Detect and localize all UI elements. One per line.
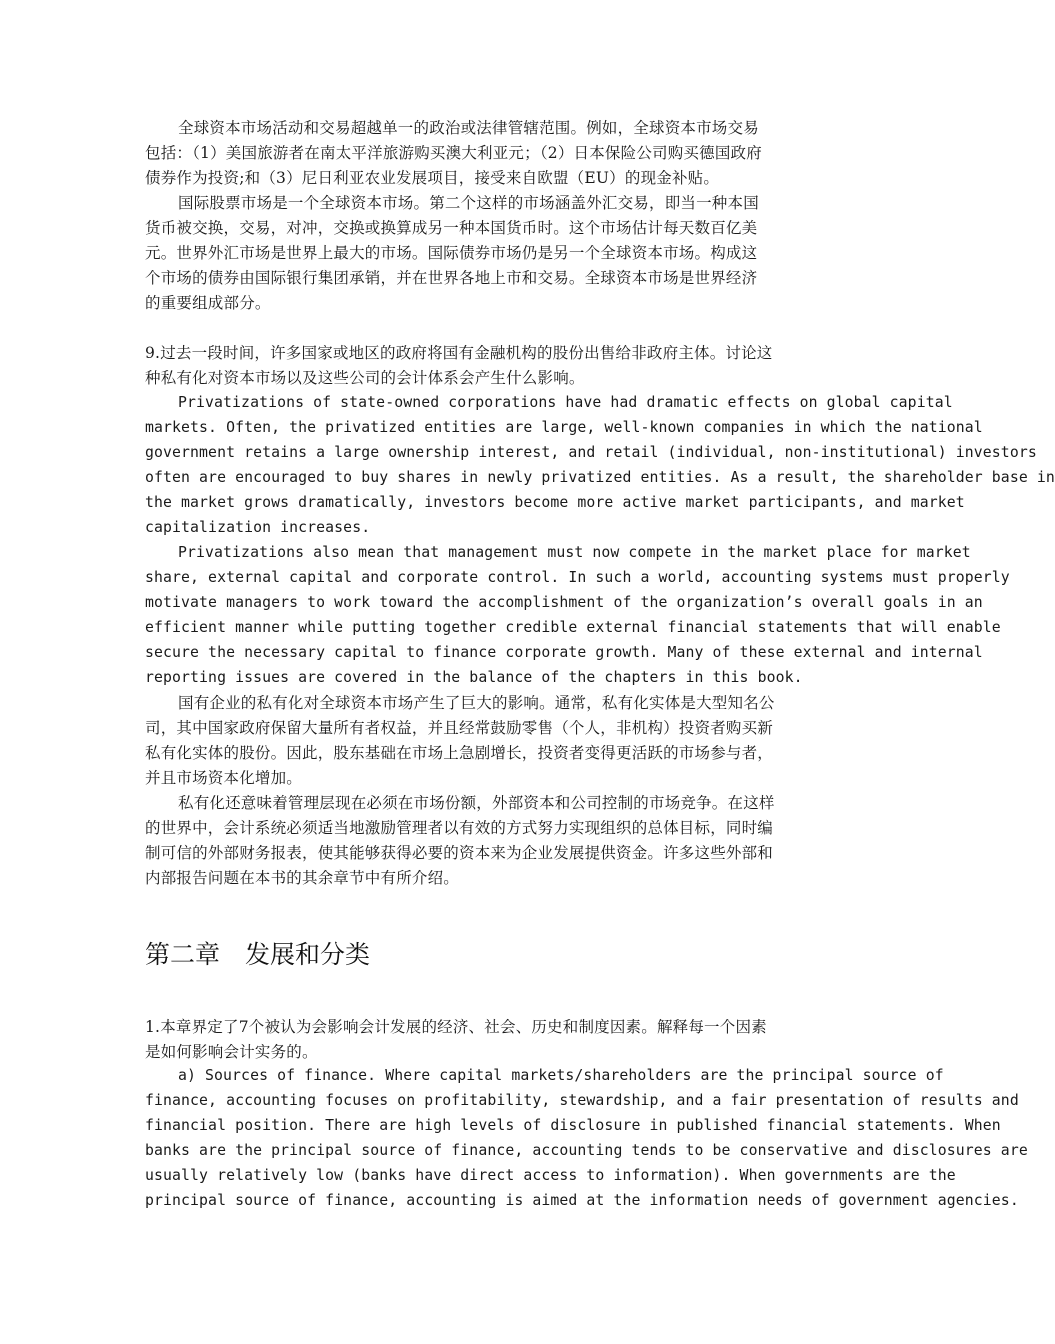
text-line: 国际股票市场是一个全球资本市场。第二个这样的市场涵盖外汇交易，即当一种本国 [178,194,759,212]
answer-en-line: Privatizations also mean that management must now compete in the market place for market [178,544,971,561]
chapter-heading: 第二章 发展和分类 [145,940,371,969]
text-line: 债券作为投资;和（3）尼日利亚农业发展项目，接受来自欧盟（EU）的现金补贴。 [145,169,720,187]
answer-cn-line: 并且市场资本化增加。 [145,769,303,787]
answer-en-line: principal source of finance, accounting is aimed at the information needs of government agencies. [145,1192,1019,1209]
text-line: 全球资本市场活动和交易超越单一的政治或法律管辖范围。例如，全球资本市场交易 [178,119,759,137]
text-line: 的重要组成部分。 [145,294,271,312]
question-1-prompt: 是如何影响会计实务的。 [145,1043,318,1061]
answer-en-line: government retains a large ownership interest, and retail (individual, non-institutional) investors [145,444,1037,461]
answer-en-line: motivate managers to work toward the accomplishment of the organization’s overall goals in an [145,594,983,611]
answer-en-line: share, external capital and corporate control. In such a world, accounting systems must properly [145,569,1010,586]
answer-cn-line: 私有化实体的股份。因此，股东基础在市场上急剧增长，投资者变得更活跃的市场参与者， [145,744,774,762]
text-line: 元。世界外汇市场是世界上最大的市场。国际债券市场仍是另一个全球资本市场。构成这 [145,244,758,262]
answer-en-line: efficient manner while putting together credible external financial statements that will enable [145,619,1001,636]
answer-cn-line: 内部报告问题在本书的其余章节中有所介绍。 [145,869,460,887]
answer-en-line: usually relatively low (banks have direct access to information). When governments are the [145,1167,956,1184]
text-line: 包括：（1）美国旅游者在南太平洋旅游购买澳大利亚元；（2）日本保险公司购买德国政府 [145,144,762,162]
answer-cn-line: 司，其中国家政府保留大量所有者权益，并且经常鼓励零售（个人，非机构）投资者购买新 [145,719,774,737]
answer-en-line: finance, accounting focuses on profitability, stewardship, and a fair presentation of results and [145,1092,1019,1109]
answer-en-line: reporting issues are covered in the balance of the chapters in this book. [145,669,803,686]
answer-en-line: banks are the principal source of finance, accounting tends to be conservative and disclosures are [145,1142,1028,1159]
answer-en-line: often are encouraged to buy shares in newly privatized entities. As a result, the shareholder base in [145,469,1055,486]
answer-en-line: markets. Often, the privatized entities are large, well-known companies in which the national [145,419,983,436]
answer-cn-line: 的世界中，会计系统必须适当地激励管理者以有效的方式努力实现组织的总体目标，同时编 [145,819,774,837]
answer-en-line: secure the necessary capital to finance corporate growth. Many of these external and internal [145,644,983,661]
answer-en-line: financial position. There are high levels of disclosure in published financial statements. When [145,1117,1001,1134]
question-9-prompt: 9.过去一段时间，许多国家或地区的政府将国有金融机构的股份出售给非政府主体。讨论这 [145,344,773,362]
question-9-prompt: 种私有化对资本市场以及这些公司的会计体系会产生什么影响。 [145,369,585,387]
answer-cn-line: 制可信的外部财务报表，使其能够获得必要的资本来为企业发展提供资金。许多这些外部和 [145,844,774,862]
answer-en-line: capitalization increases. [145,519,371,536]
answer-en-line: the market grows dramatically, investors become more active market participants, and market [145,494,965,511]
answer-cn-line: 私有化还意味着管理层现在必须在市场份额，外部资本和公司控制的市场竞争。在这样 [178,794,775,812]
answer-en-line: a) Sources of finance. Where capital markets/shareholders are the principal source of [178,1067,944,1084]
text-line: 个市场的债券由国际银行集团承销，并在世界各地上市和交易。全球资本市场是世界经济 [145,269,758,287]
answer-cn-line: 国有企业的私有化对全球资本市场产生了巨大的影响。通常，私有化实体是大型知名公 [178,694,775,712]
question-1-prompt: 1.本章界定了7个被认为会影响会计发展的经济、社会、历史和制度因素。解释每一个因素 [145,1018,767,1036]
answer-en-line: Privatizations of state-owned corporations have had dramatic effects on global capital [178,394,953,411]
text-line: 货币被交换，交易，对冲，交换或换算成另一种本国货币时。这个市场估计每天数百亿美 [145,219,758,237]
